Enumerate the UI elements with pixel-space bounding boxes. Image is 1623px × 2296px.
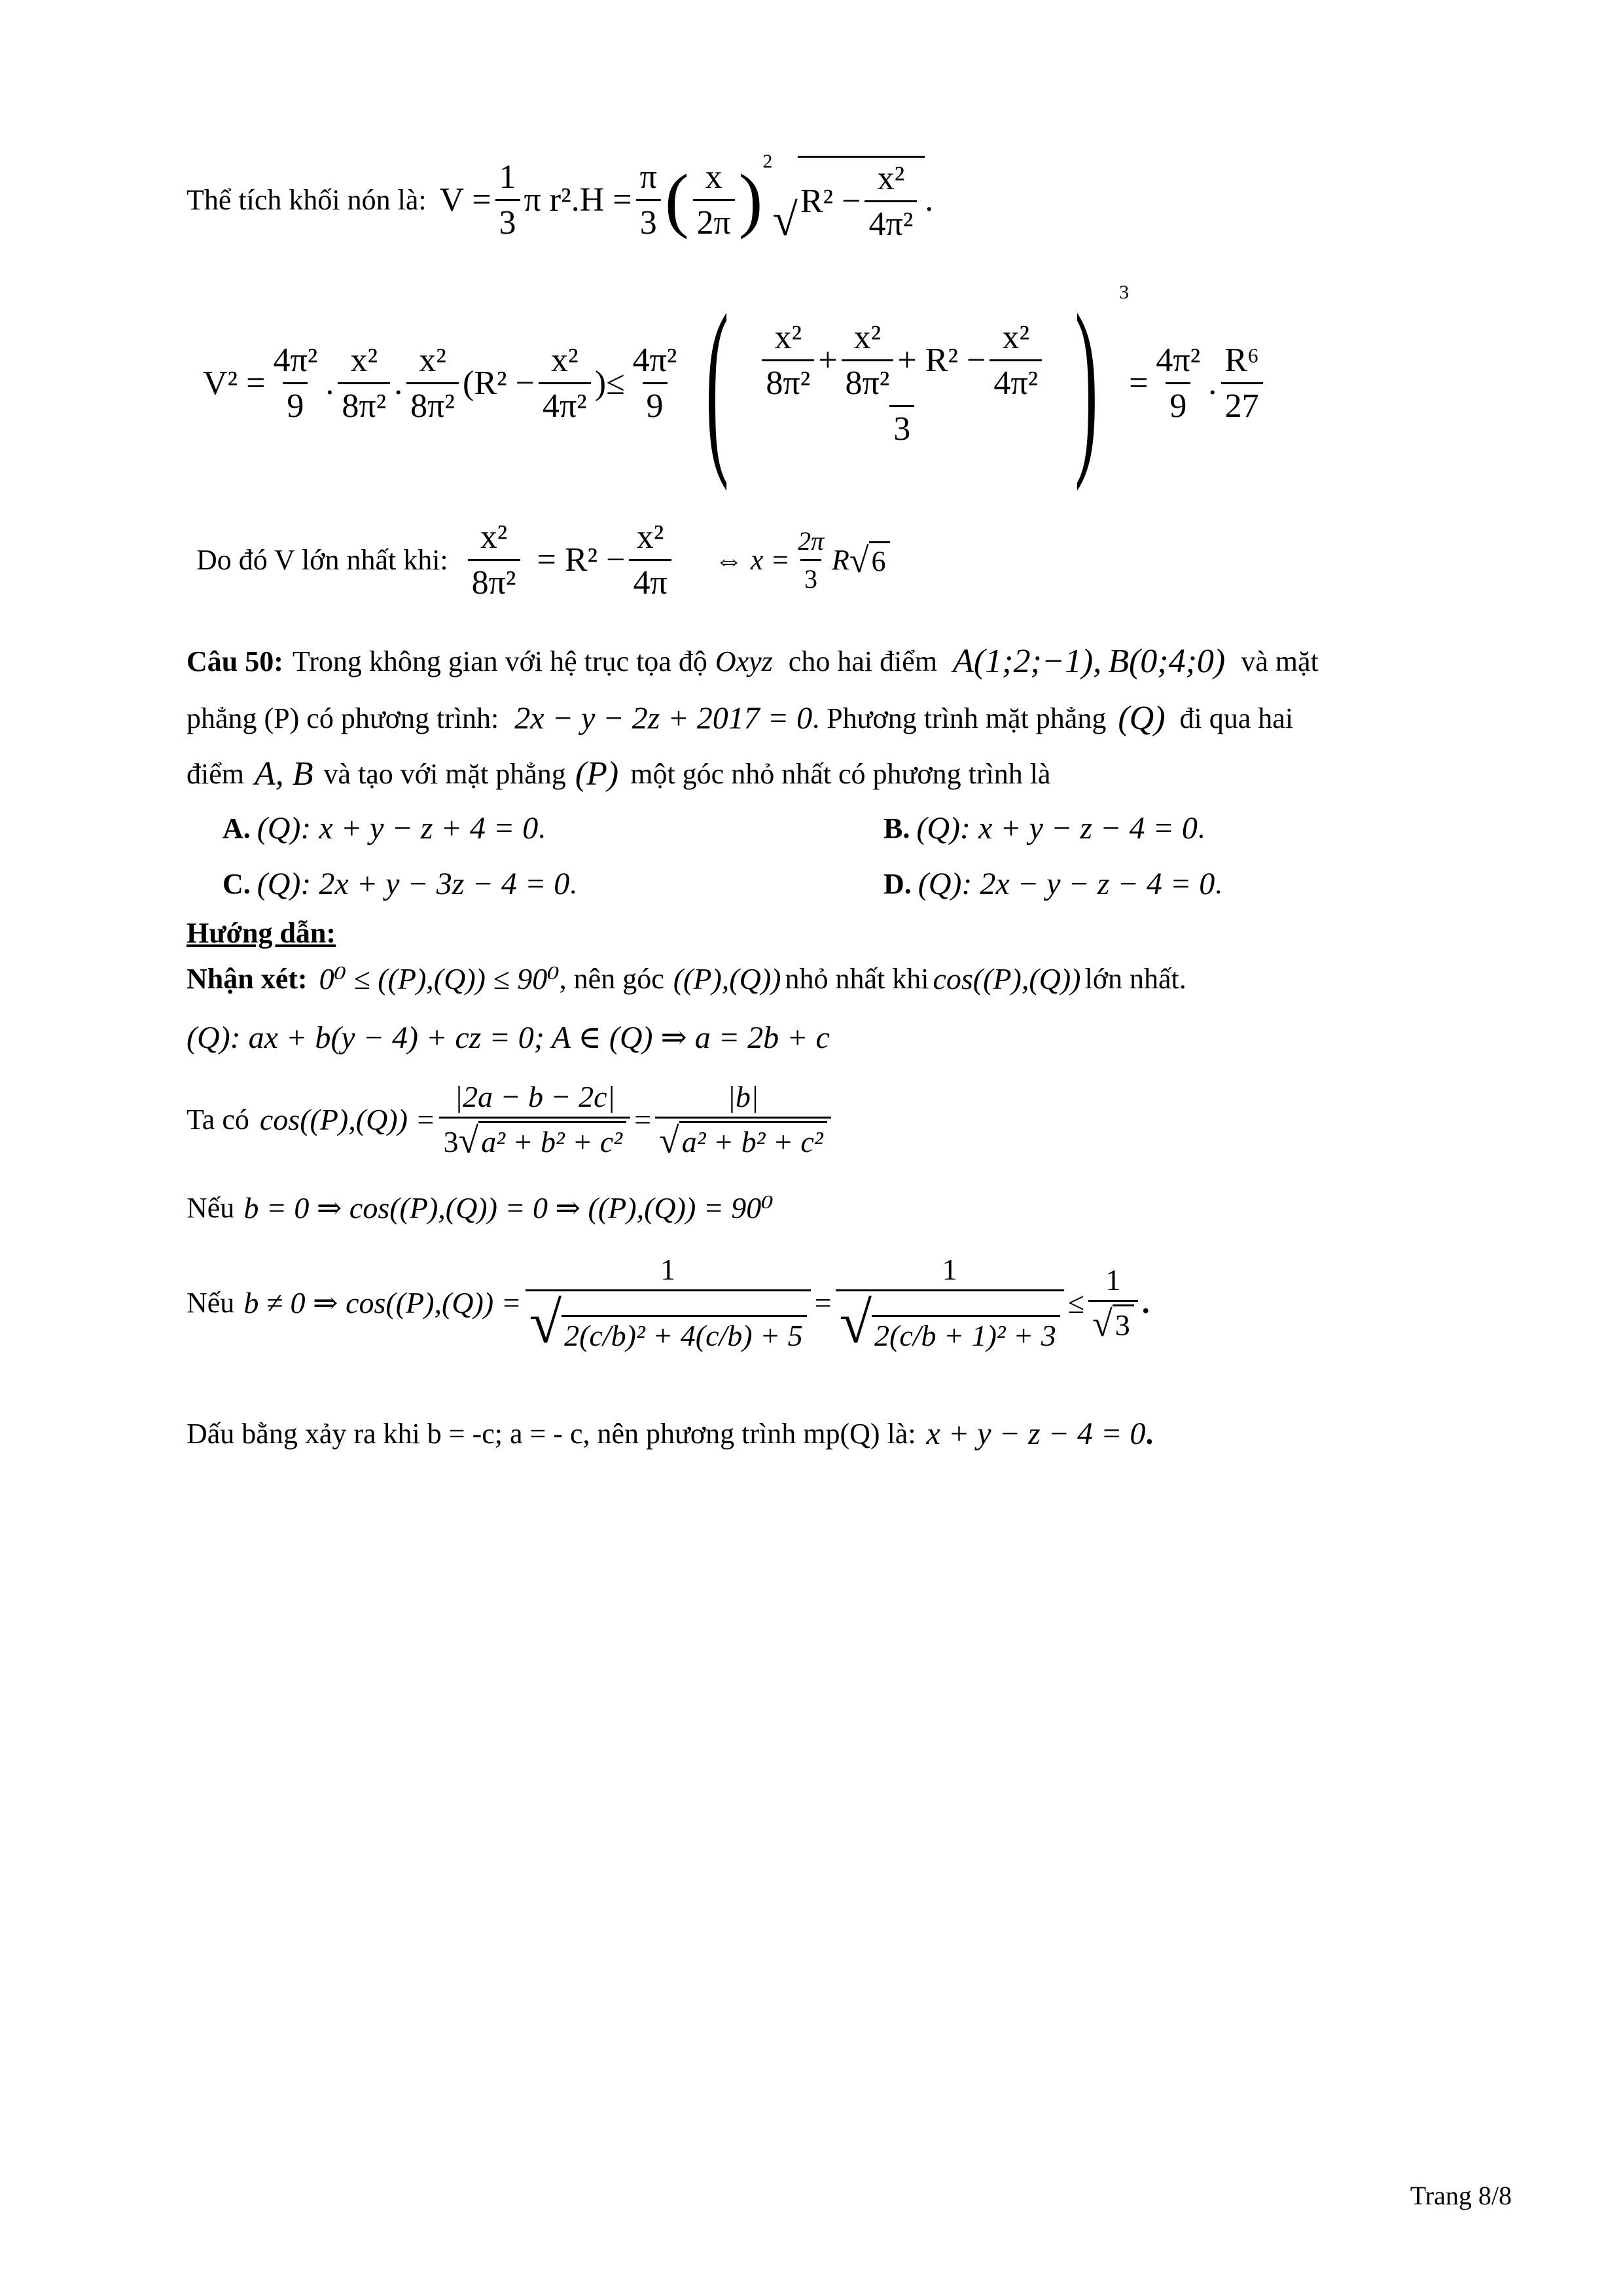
pi-r2-H: π r².H = (524, 181, 632, 219)
question-line-1: Câu 50: Trong không gian với hệ trục tọa độ Oxyz cho hai điểm A(1;2;−1), B(0;4;0) và mặt (187, 642, 1319, 680)
max-line: Do đó V lớn nhất khi: $\frac{\text{x²}}{\text{8π²}}$ = R² − $\frac{\text{x²}}{4\pi}$ ⇔ x = $\frac{2\pi}{3}$ R √ 6 (196, 511, 890, 609)
big-left-paren: ( (705, 274, 729, 492)
question-line-3: điểm A, B và tạo với mặt phẳng (P) một góc nhỏ nhất có phương trình là (187, 755, 1051, 793)
volume-line: Thể tích khối nón là: V = $\frac{1}{3}$ π r².H = $\frac{\pi}{3}$ ( $\frac{x}{2\pi}$ ) 2 √ R² − $\frac{\text{x²}}{\text{4π²}}$ . (187, 151, 934, 245)
big-right-paren: ) (1075, 274, 1098, 492)
option-c: C. (Q): 2x + y − 3z − 4 = 0 . (223, 866, 577, 901)
one-third: $\frac{1}{3}$ (495, 158, 520, 242)
pi-over-3: $\frac{\pi}{3}$ (636, 158, 661, 242)
V-eq: V = (439, 181, 491, 219)
option-a: A. (Q): x + y − z + 4 = 0 . (223, 810, 546, 846)
solution-heading: Hướng dẫn: (187, 916, 336, 949)
x-over-2pi: $\frac{x}{2\pi}$ (693, 158, 735, 242)
option-d: D. (Q): 2x − y − z − 4 = 0 . (883, 866, 1222, 901)
v2-line: V² = $\frac{\text{4π²}}{9}$ . $\frac{\text{x²}}{\text{8π²}}$ . $\frac{\text{x²}}{\text{8π²}}$ (R² − $\frac{\text{x²}}{\text{4π²}}$ )≤ $\frac{\text{4π²}}{9}$ ( $\frac{\text{x²}}{\text{8π²}}$ + $\frac{\text{x²}}{\text{8π²}}$ + R² − $\frac{\text{x²}}{\text{4π²}}$ 3 ) 3 = $\frac{\text{4π²}}{9}$ . $\frac{\text{R⁶}}{27}$ (203, 275, 1267, 491)
option-b: B. (Q): x + y − z − 4 = 0 . (883, 810, 1205, 846)
sqrt-R2: √ R² − $\frac{\text{x²}}{\text{4π²}}$ (772, 156, 925, 243)
case-b-zero: Nếu b = 0 ⇒ cos((P),(Q)) = 0 ⇒ ((P),(Q)) = 90⁰ (187, 1191, 774, 1225)
q-equation-line: (Q): ax + b(y − 4) + cz = 0; A ∈ (Q) ⇒ a = 2b + c (187, 1020, 830, 1055)
remark-line: Nhận xét: 0⁰ ≤ ((P),(Q)) ≤ 90⁰ , nên góc ((P),(Q)) nhỏ nhất khi cos((P),(Q)) lớn nhất. (187, 961, 1186, 996)
cos-formula-line: Ta có cos((P),(Q)) = |2a − b − 2c| 3 √ a² + b² + c² = |b| √ a² + b² + c² (187, 1067, 835, 1172)
conclusion-line: Dấu bằng xảy ra khi b = -c; a = - c, nên phương trình mp(Q) là: x + y − z − 4 = 0 . (187, 1416, 1154, 1451)
volume-label: Thể tích khối nón là: (187, 183, 427, 216)
page-number: Trang 8/8 (1410, 2181, 1512, 2210)
am-gm-fraction: $\frac{\text{x²}}{\text{8π²}}$ + $\frac{\text{x²}}{\text{8π²}}$ + R² − $\frac{\text{x²}}{\text{4π²}}$ 3 (754, 318, 1050, 448)
case-b-nonzero: Nếu b ≠ 0 ⇒ cos((P),(Q)) = 1 √ 2(c/b)² + 4(c/b) + 5 = 1 √ 2(c/b + 1)² + 3 ≤ 1 √ 3 . (187, 1253, 1150, 1355)
question-line-2: phẳng (P) có phương trình: 2x − y − 2z + 2017 = 0 . Phương trình mặt phẳng (Q) đi qua hai (187, 699, 1294, 737)
right-paren: ) (738, 160, 763, 240)
left-paren: ( (664, 160, 689, 240)
